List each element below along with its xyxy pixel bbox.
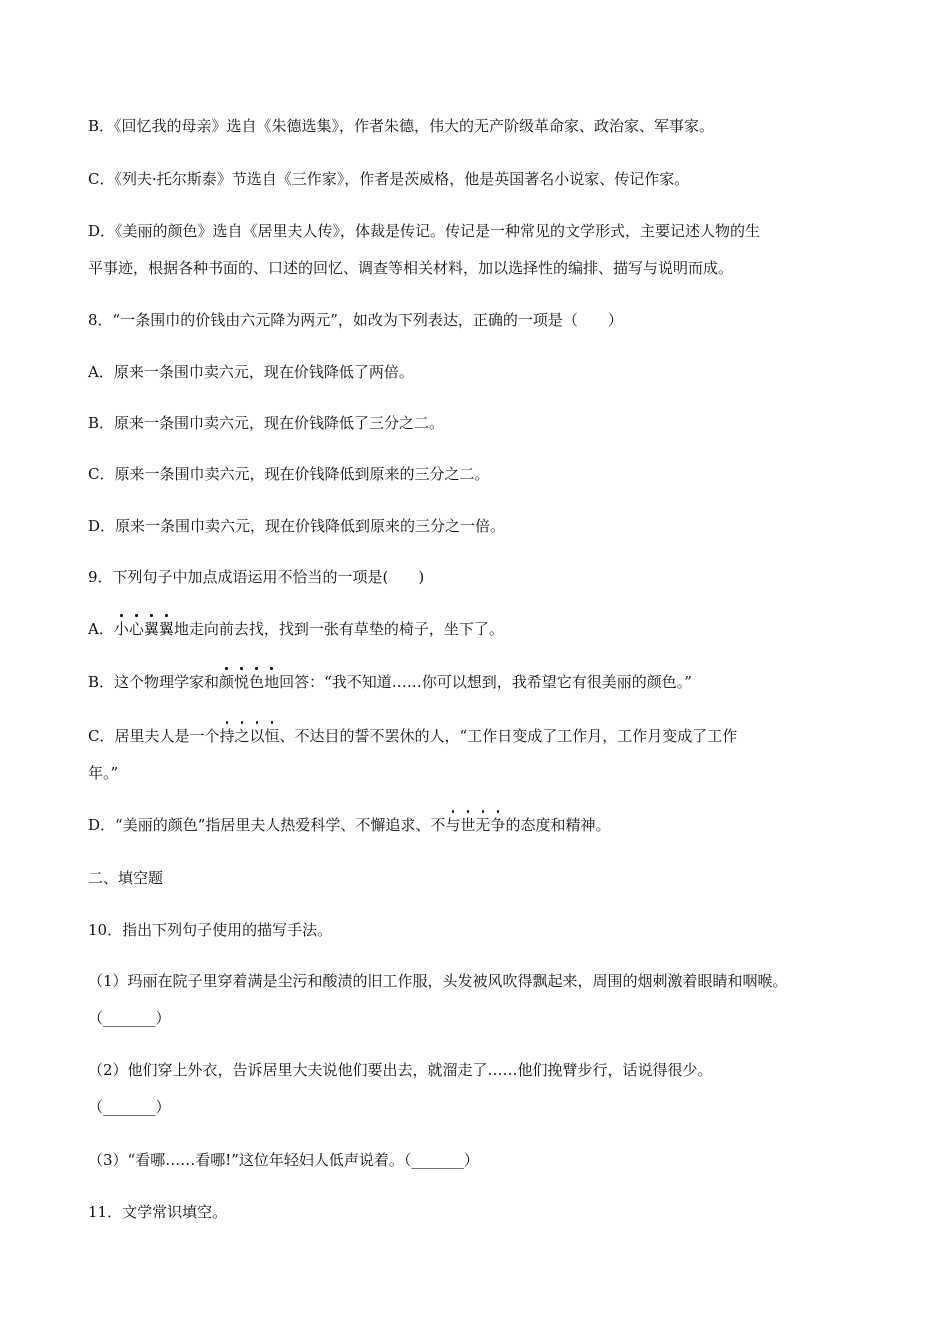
- question-8-option-b: B．原来一条围巾卖六元，现在价钱降低了三分之二。: [88, 414, 445, 432]
- question-9-option-d: [88, 815, 610, 835]
- question-8-option-a: A．原来一条围巾卖六元，现在价钱降低了两倍。: [88, 363, 414, 381]
- option-prefix: B．这个物理学家和: [88, 673, 220, 691]
- dotted-char: 翼: [158, 620, 174, 638]
- answer-blank-1: （_______）: [88, 1009, 171, 1027]
- dotted-char: 心: [128, 620, 144, 638]
- dotted-char: 悦: [234, 673, 250, 691]
- dotted-idiom: [114, 620, 174, 638]
- question-9-option-c-continued: 年。”: [88, 764, 119, 782]
- dotted-char: 争: [490, 816, 506, 834]
- dotted-char: 恒: [264, 727, 280, 745]
- dotted-char: 与: [445, 816, 461, 834]
- dotted-char: 之: [234, 727, 250, 745]
- option-rest: 回答：“我不知道……你可以想到，我希望它有很美丽的颜色。”: [279, 673, 692, 691]
- dotted-idiom: [219, 673, 279, 691]
- option-b-literature: B．《回忆我的母亲》选自《朱德选集》，作者朱德，伟大的无产阶级革命家、政治家、军事家。: [88, 117, 715, 135]
- dotted-idiom: [445, 816, 505, 834]
- question-8: 8．“一条围巾的价钱由六元降为两元”，如改为下列表达，正确的一项是（ ）: [88, 311, 623, 329]
- section-heading-fill-in: 二、填空题: [88, 869, 164, 887]
- option-rest: 地走向前去找，找到一张有草垫的椅子，坐下了。: [173, 620, 504, 638]
- option-rest: 的态度和精神。: [505, 816, 611, 834]
- question-10-item-1: （1）玛丽在院子里穿着满是尘污和酸渍的旧工作服，头发被风吹得飘起来，周围的烟刺激着眼睛和咽喉。: [88, 972, 788, 990]
- option-prefix: A．: [88, 620, 114, 638]
- question-8-option-d: D．原来一条围巾卖六元，现在价钱降低到原来的三分之一倍。: [88, 517, 506, 535]
- dotted-char: 颜: [219, 673, 235, 691]
- dotted-char: 持: [219, 727, 235, 745]
- question-11: 11．文学常识填空。: [88, 1203, 228, 1221]
- option-prefix: D．“美丽的颜色”指居里夫人热爱科学、不懈追求、不: [88, 816, 446, 834]
- option-c-literature: C．《列夫·托尔斯泰》节选自《三作家》，作者是茨威格，他是英国著名小说家、传记作家。: [88, 170, 690, 188]
- dotted-idiom: [219, 727, 279, 745]
- question-9-option-a: [88, 619, 504, 639]
- dotted-char: 小: [113, 620, 129, 638]
- question-9: 9．下列句子中加点成语运用不恰当的一项是( ): [88, 568, 425, 586]
- option-prefix: C．居里夫人是一个: [88, 727, 220, 745]
- question-9-option-b: [88, 672, 692, 692]
- question-10-item-2: （2）他们穿上外衣，告诉居里大夫说他们要出去，就溜走了……他们挽臂步行，话说得很少。: [88, 1061, 713, 1079]
- option-d-literature: D．《美丽的颜色》选自《居里夫人传》，体裁是传记。传记是一种常见的文学形式，主要记述人物的生: [88, 222, 761, 240]
- dotted-char: 无: [475, 816, 491, 834]
- dotted-char: 翼: [143, 620, 159, 638]
- question-9-option-c: [88, 726, 737, 746]
- question-8-option-c: C．原来一条围巾卖六元，现在价钱降低到原来的三分之二。: [88, 465, 490, 483]
- dotted-char: 以: [249, 727, 265, 745]
- question-10: 10．指出下列句子使用的描写手法。: [88, 921, 333, 939]
- question-10-item-3: （3）“看哪……看哪!”这位年轻妇人低声说着。（_______）: [88, 1151, 479, 1169]
- option-rest: 、不达目的誓不罢休的人，“工作日变成了工作月，工作月变成了工作: [279, 727, 738, 745]
- dotted-char: 世: [460, 816, 476, 834]
- dotted-char: 色: [249, 673, 265, 691]
- answer-blank-2: （_______）: [88, 1098, 171, 1116]
- dotted-char: 地: [264, 673, 280, 691]
- option-d-literature-continued: 平事迹，根据各种书面的、口述的回忆、调查等相关材料，加以选择性的编排、描写与说明而成。: [88, 259, 734, 277]
